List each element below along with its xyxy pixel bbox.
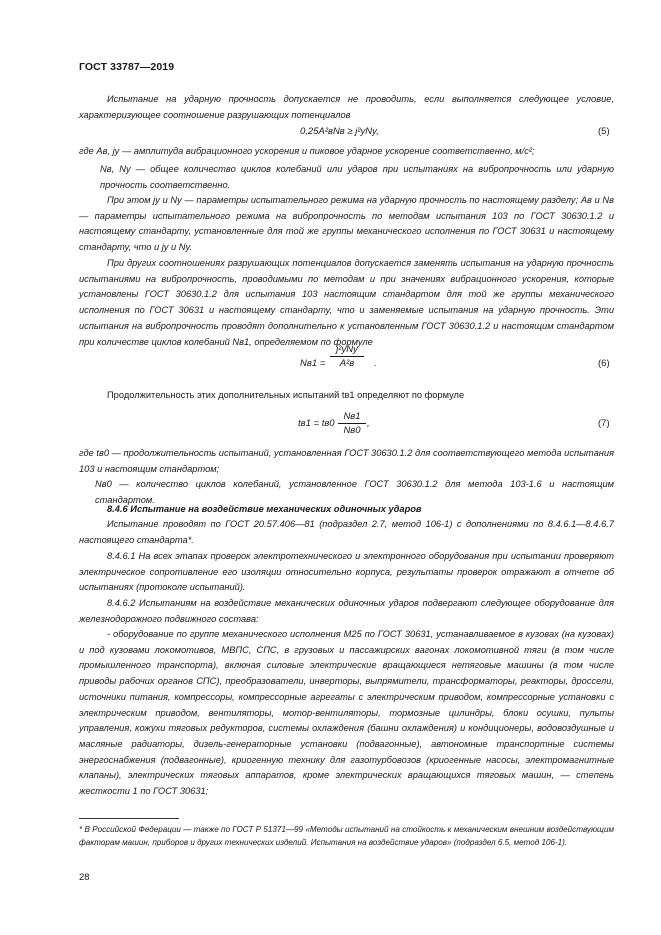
standard-header: ГОСТ 33787—2019 (79, 61, 175, 73)
equation-5-number: (5) (598, 126, 610, 137)
equation-7-lhs: tв1 = tв0 (298, 418, 335, 429)
equation-7-number: (7) (598, 418, 610, 429)
paragraph-shock-condition: Испытание на ударную прочность допускается не проводить, если выполняется следующее условие, характеризующее соотношение разрушающих потенциалов (79, 94, 614, 120)
equation-7-fraction (338, 410, 366, 437)
list-item-equipment-m25: - оборудование по группе механического исполнения М25 по ГОСТ 30631, устанавливаемое в кузовах (на кузовах) и под кузовами локомотивов, МВПС, СПС, в грузовых и пассажирских вагонах локомотивной тяги (в том числе промышленного транспорта), включая силовые электрические вращающиеся нетяговые машины (в том числе приводы рабочих органов СПС), преобразователи, инверторы, выпрямители, трансформаторы, реакторы, дроссели, источники питания, компрессоры, компрессорные агрегаты с электрическим приводом, компрессорные установки с электрическим приводом, вентиляторы, мотор-вентиляторы, тормозные цилиндры, блоки осушки, пульты управления, кожухи тяговых редукторов, системы охлаждения (башни охлаждения) и кондиционеры, водовоздушные и масляные радиаторы, дизель-генераторные установки (подвагонные), автономные транспортные системы энергоснабжения (подвагонные), криогенную технику для газотурбовозов (криогенные насосы, электромагнитные клапаны), электрических тяговых аппаратов, кроме электрических вращающихся тяговых машин, — степень жесткости 1 по ГОСТ 30631; (79, 629, 614, 797)
equation-6-number: (6) (598, 358, 610, 369)
equation-6-lhs: Nв1 = (300, 358, 326, 369)
equation-6-numerator: j²yNy (330, 343, 364, 357)
equation-6-tail: . (374, 358, 377, 369)
equation-7-tail: , (367, 418, 370, 429)
where-amplitude: где Aв, jy — амплитуда вибрационного ускорения и пиковое ударное ускорение соответственно, м/с²; (79, 146, 535, 156)
equation-7-denominator: Nв0 (343, 425, 361, 436)
section-heading-8-4-6: 8.4.6 Испытание на воздействие механических одиночных ударов (107, 504, 422, 514)
footnote: * В Российской Федерации — также по ГОСТ Р 51371—99 «Методы испытаний на стойкость к механическим внешним воздействующим факторам машин, приборов и других технических изделий. Испытания на воздействие ударов» (подраздел 6.5, метод 106-1). (79, 825, 614, 847)
equation-7-numerator: Nв1 (338, 410, 366, 424)
where-cycles: Nв, Ny — общее количество циклов колебаний или ударов при испытаниях на вибропрочность или ударную прочность соответственно. (100, 164, 614, 190)
paragraph-8-4-6-1: 8.4.6.1 На всех этапах проверок электротехнического и электронного оборудования при испытании проверяют электрическое сопротивление его изоляции относительно корпуса, результаты проверок отражают в отчете об испытаниях (протоколе испытаний). (79, 551, 614, 593)
paragraph-parameters: При этом jy и Ny — параметры испытательного режима на ударную прочность по настоящему разделу; Aв и Nв — параметры испытательного режима на вибропрочность по методам испытания 103 по ГОСТ 30630.1.2 и настоящему стандарту, установленные для той же группы механического исполнения по ГОСТ 30631 и настоящему стандарту, что и jy и Ny. (79, 195, 614, 253)
where-duration: где tв0 — продолжительность испытаний, установленная ГОСТ 30630.1.2 для соответствующего метода испытания 103 и настоящим стандартом; (79, 448, 614, 474)
where-cycle-count: Nв0 — количество циклов колебаний, установленное ГОСТ 30630.1.2 для метода 103-1.6 и настоящим стандартом. (95, 479, 614, 505)
page-number: 28 (79, 872, 90, 883)
paragraph-duration: Продолжительность этих дополнительных испытаний tв1 определяют по формуле (107, 390, 465, 400)
equation-5: 0,25A²вNв ≥ j²yNy, (300, 126, 379, 137)
paragraph-replacement: При других соотношениях разрушающих потенциалов допускается заменять испытания на ударную прочность испытаниями на вибропрочность, проводимыми по методам и при значениях вибрационного ускорения, которые установлены ГОСТ 30630.1.2 для испытания 103 настоящим стандартом для той же группы механического исполнения по ГОСТ 30631 и настоящему стандарту, что и заменяемые испытания на ударную прочность. Эти испытания на вибропрочность проводят дополнительно к установленным ГОСТ 30630.1.2 и настоящим стандартом при количестве циклов колебаний Nв1, определяемом по формуле (79, 258, 614, 347)
footnote-rule (79, 818, 179, 819)
equation-6-denominator: A²в (339, 358, 355, 369)
paragraph-8-4-6-2: 8.4.6.2 Испытаниям на воздействие механических одиночных ударов подвергают следующее оборудование для железнодорожного подвижного состава: (79, 598, 614, 624)
equation-6-fraction (330, 343, 364, 370)
paragraph-test-method: Испытание проводят по ГОСТ 20.57.406—81 (подраздел 2.7, метод 106-1) с дополнениями по 8.4.6.1—8.4.6.7 настоящего стандарта*. (79, 519, 614, 545)
